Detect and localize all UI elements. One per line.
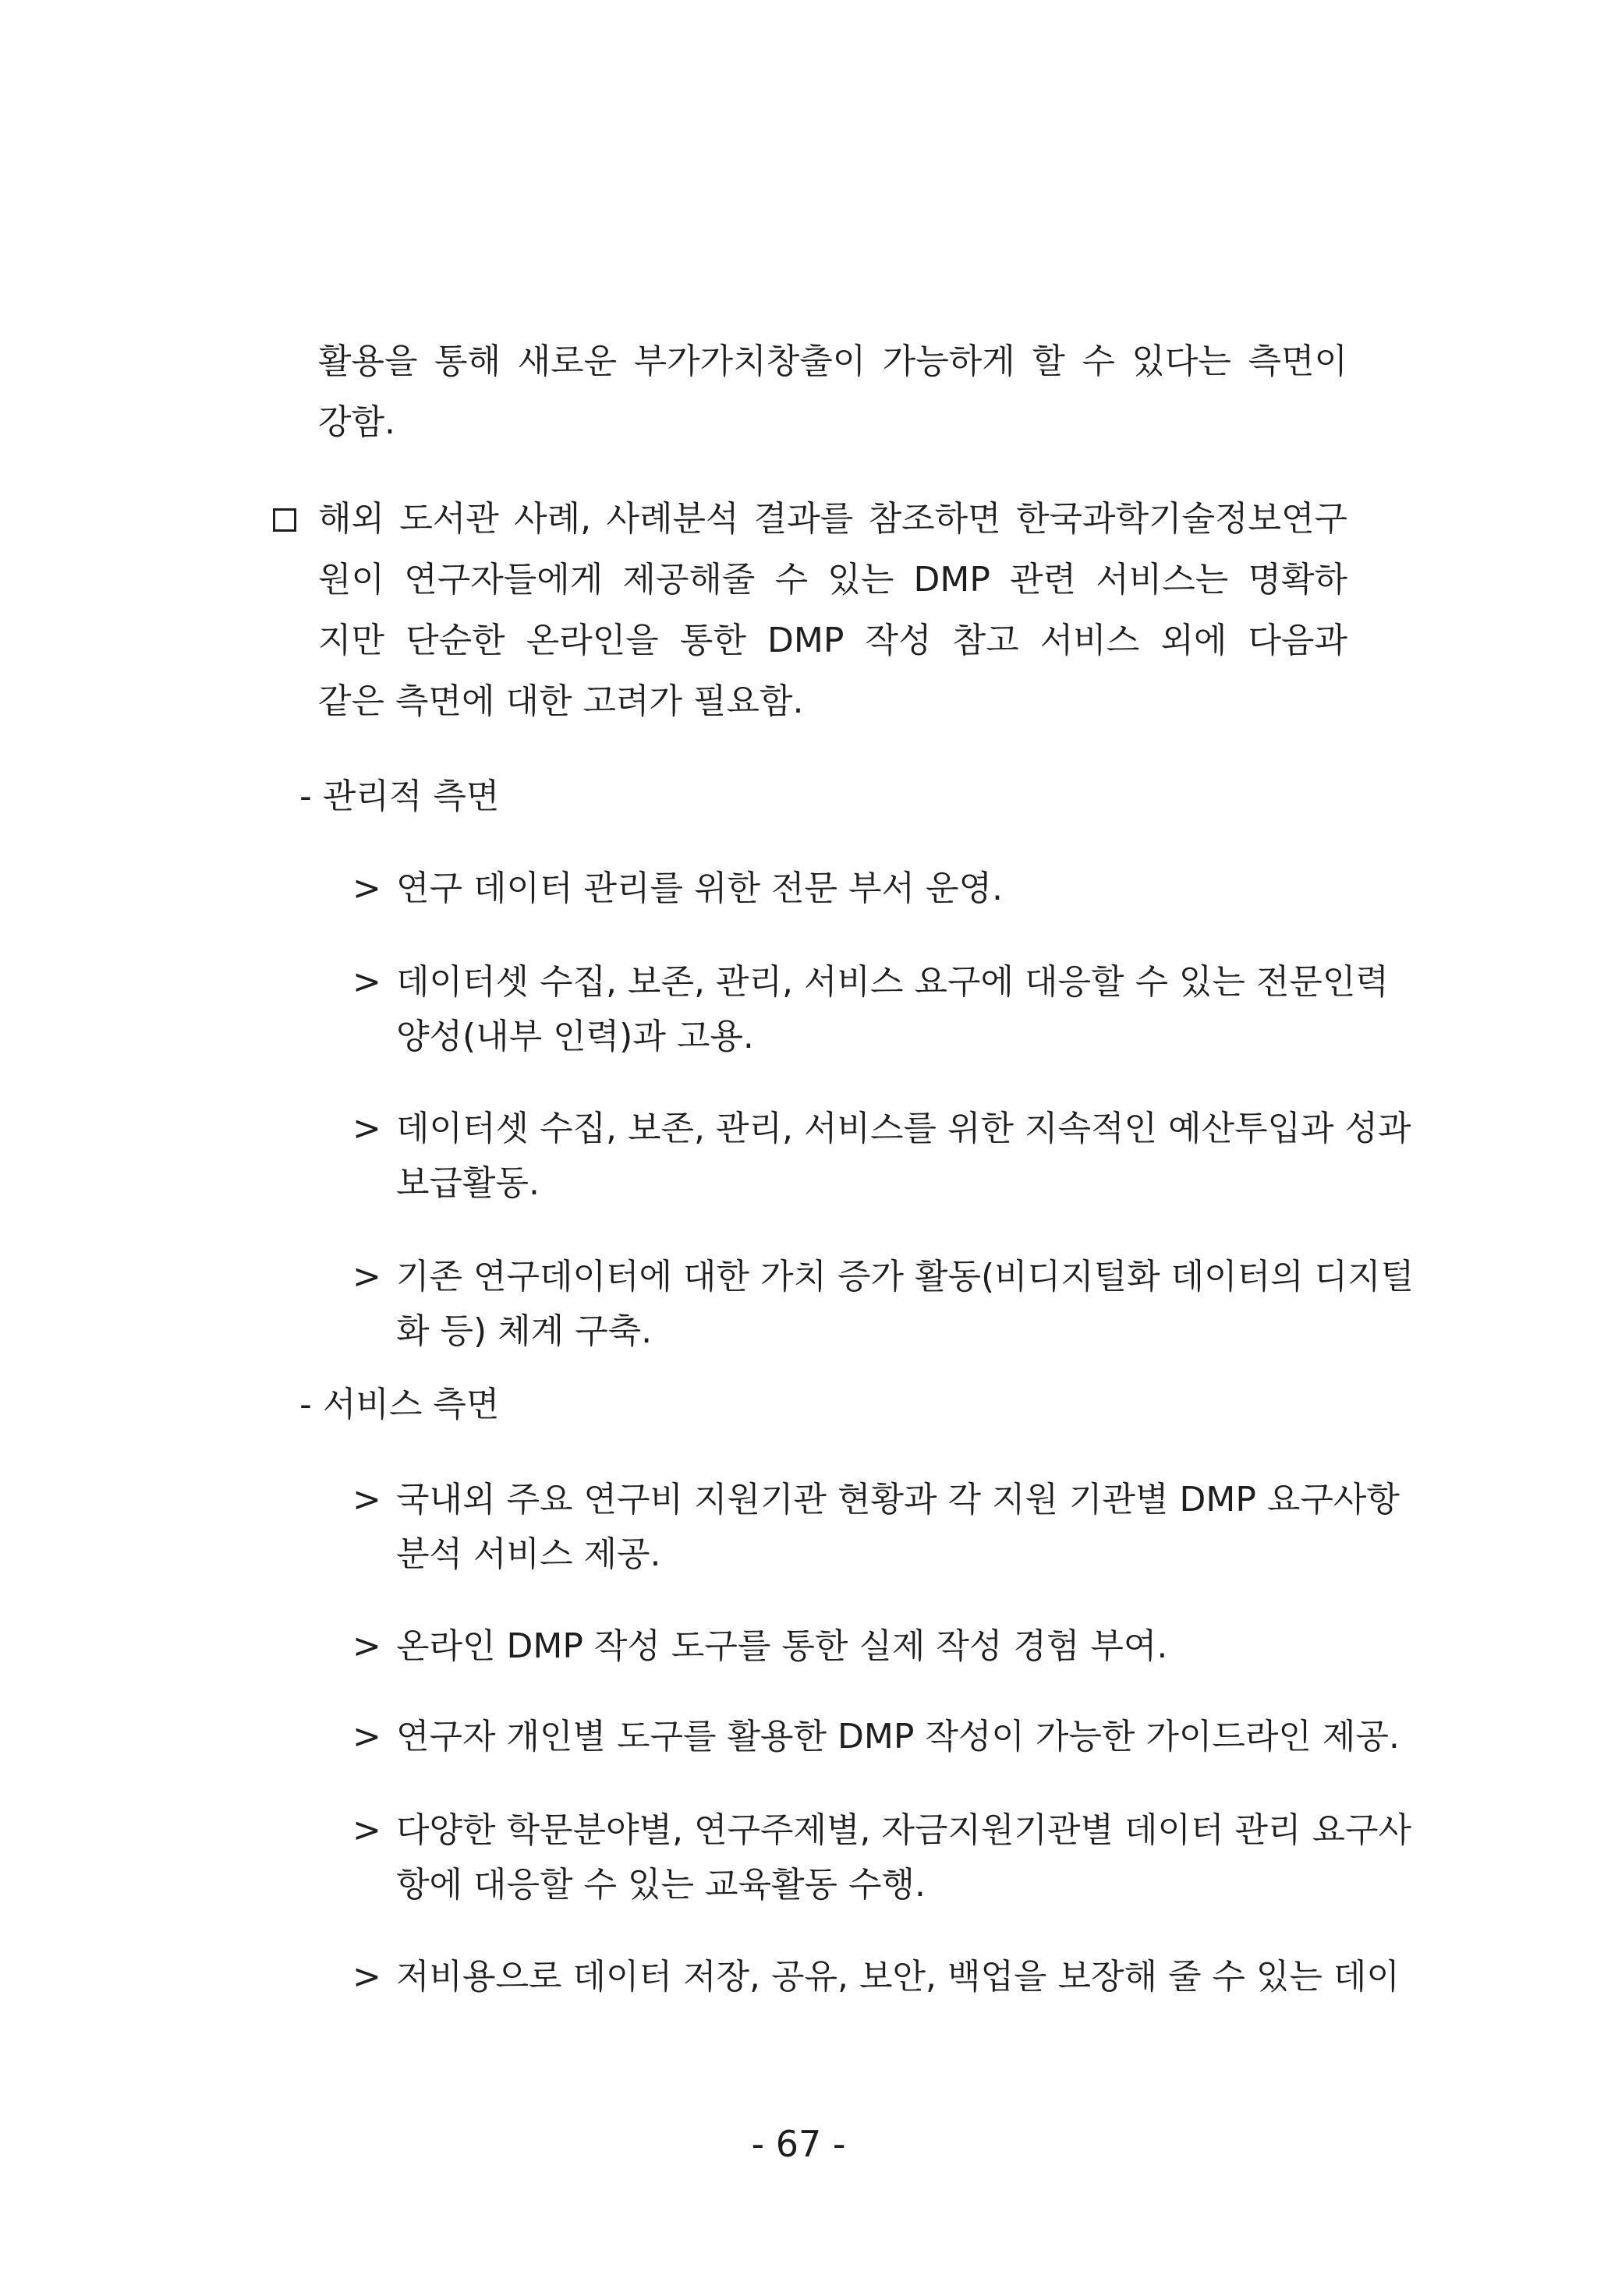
admin-point-4-line-1: 기존 연구데이터에 대한 가치 증가 활동(비디지털화 데이터의 디지털 [396,1257,1415,1297]
page-number: - 67 - [751,2123,846,2165]
bullet-marker: > [352,962,381,1002]
section-heading-admin: - 관리적 측면 [299,777,500,816]
bullet-marker: > [352,1626,381,1666]
service-point-4-line-1: 다양한 학문분야별, 연구주제별, 자금지원기관별 데이터 관리 요구사 [396,1810,1411,1850]
admin-point-3-line-1: 데이터셋 수집, 보존, 관리, 서비스를 위한 지속적인 예산투입과 성과 [396,1109,1411,1148]
item1-line-3: 지만 단순한 온라인을 통한 DMP 작성 참고 서비스 외에 다음과 [318,621,1347,660]
bullet-marker: > [352,1957,381,1997]
bullet-marker: > [352,1810,381,1850]
service-point-3-line-1: 연구자 개인별 도구를 활용한 DMP 작성이 가능한 가이드라인 제공. [396,1717,1400,1756]
item1-line-2: 원이 연구자들에게 제공해줄 수 있는 DMP 관련 서비스는 명확하 [318,560,1347,600]
service-point-1-line-2: 분석 서비스 제공. [396,1534,661,1574]
intro-line-1: 활용을 통해 새로운 부가가치창출이 가능하게 할 수 있다는 측면이 [318,341,1347,381]
service-point-5-line-1: 저비용으로 데이터 저장, 공유, 보안, 백업을 보장해 줄 수 있는 데이 [396,1957,1400,1997]
checkbox-icon [273,508,296,532]
bullet-marker: > [352,1109,381,1148]
admin-point-2-line-1: 데이터셋 수집, 보존, 관리, 서비스 요구에 대응할 수 있는 전문인력 [396,962,1389,1002]
item1-line-1: 해외 도서관 사례, 사례분석 결과를 참조하면 한국과학기술정보연구 [318,499,1347,539]
service-point-1-line-1: 국내외 주요 연구비 지원기관 현황과 각 지원 기관별 DMP 요구사항 [396,1480,1400,1519]
section-heading-service: - 서비스 측면 [299,1385,500,1424]
intro-line-2: 강함. [318,402,395,442]
admin-point-2-line-2: 양성(내부 인력)과 고용. [396,1017,754,1056]
admin-point-1-line-1: 연구 데이터 관리를 위한 전문 부서 운영. [396,869,1003,908]
service-point-4-line-2: 항에 대응할 수 있는 교육활동 수행. [396,1865,926,1905]
bullet-marker: > [352,1717,381,1756]
admin-point-3-line-2: 보급활동. [396,1163,540,1203]
service-point-2-line-1: 온라인 DMP 작성 도구를 통한 실제 작성 경험 부여. [396,1626,1168,1666]
bullet-marker: > [352,1480,381,1519]
admin-point-4-line-2: 화 등) 체계 구축. [396,1311,653,1351]
item1-line-4: 같은 측면에 대한 고려가 필요함. [318,681,804,721]
bullet-marker: > [352,869,381,908]
bullet-marker: > [352,1257,381,1297]
